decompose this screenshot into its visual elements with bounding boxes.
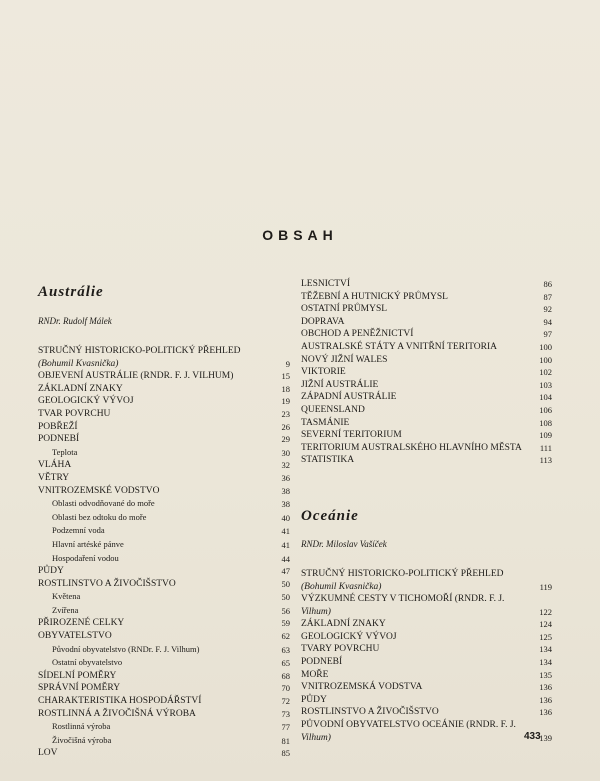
- section-oceania: [301, 508, 552, 744]
- toc-entry-page: 30: [281, 447, 290, 458]
- toc-entry-page: 38: [281, 499, 290, 510]
- section-author: RNDr. Rudolf Málek: [38, 316, 112, 326]
- toc-entry-page: 134: [539, 657, 552, 668]
- toc-entry-title: OSTATNÍ PRŮMYSL: [301, 304, 388, 315]
- toc-entry-title: CHARAKTERISTIKA HOSPODÁŘSTVÍ: [38, 696, 202, 707]
- toc-entry-title: PŮDY: [38, 566, 64, 577]
- toc-entry-title: VÝZKUMNÉ CESTY V TICHOMOŘÍ (RNDR. F. J.: [301, 594, 505, 605]
- toc-entry-page: 104: [539, 392, 552, 403]
- toc-entry-page: 23: [281, 408, 290, 419]
- toc-entry-title: Teplota: [52, 446, 78, 457]
- toc-entry-page: 100: [539, 341, 552, 352]
- toc-entry-page: 103: [539, 379, 552, 390]
- toc-entry: [301, 429, 552, 442]
- toc-entry-title: Hlavní artéské pánve: [52, 538, 124, 549]
- toc-entry: [301, 278, 552, 291]
- toc-entry-page: 50: [281, 578, 290, 589]
- toc-entry: [38, 747, 290, 760]
- toc-entry-title: Hospodaření vodou: [52, 552, 119, 563]
- toc-entry-page: 19: [281, 396, 290, 407]
- left-column: [38, 284, 290, 760]
- toc-entry-page: 56: [281, 605, 290, 616]
- toc-entry-title: STRUČNÝ HISTORICKO-POLITICKÝ PŘEHLED: [38, 346, 241, 356]
- toc-entry-title: OBYVATELSTVO: [38, 631, 112, 642]
- toc-entry-page: 41: [281, 539, 290, 550]
- toc-entry-title: TĚŽEBNÍ A HUTNICKÝ PRŮMYSL: [301, 291, 448, 302]
- toc-entry-page: 119: [539, 581, 552, 592]
- toc-entry-title: PODNEBÍ: [301, 657, 343, 668]
- toc-entry: [38, 630, 290, 643]
- toc-list: [38, 345, 290, 760]
- toc-entry-page: 134: [539, 644, 552, 655]
- toc-entry-title: OBJEVENÍ AUSTRÁLIE (RNDR. F. J. VILHUM): [38, 371, 234, 382]
- toc-entry-page: 68: [281, 670, 290, 681]
- toc-entry: [301, 379, 552, 392]
- section-gap: [301, 467, 552, 508]
- toc-entry: [38, 552, 290, 566]
- toc-entry-title: Vilhum): [301, 732, 331, 743]
- toc-entry: [38, 617, 290, 630]
- toc-entry: [301, 303, 552, 316]
- toc-entry: [38, 358, 290, 371]
- toc-entry-title: ZÁKLADNÍ ZNAKY: [301, 619, 386, 630]
- toc-entry-page: 59: [281, 618, 290, 629]
- toc-entry-title: Podzemní voda: [52, 525, 105, 536]
- toc-entry-page: 81: [281, 735, 290, 746]
- toc-entry: [38, 565, 290, 578]
- toc-entry-title: Původní obyvatelstvo (RNDr. F. J. Vilhum): [52, 643, 200, 654]
- toc-entry-page: 86: [543, 279, 552, 289]
- toc-entry-page: 135: [539, 669, 552, 680]
- toc-entry-page: 100: [539, 354, 552, 365]
- toc-entry: [38, 433, 290, 446]
- toc-entry: [38, 511, 290, 525]
- toc-entry-title: PŮDY: [301, 694, 327, 705]
- toc-entry: [301, 404, 552, 417]
- toc-entry: [38, 345, 290, 358]
- toc-entry-page: 136: [539, 707, 552, 718]
- toc-entry-page: 108: [539, 417, 552, 428]
- toc-entry: [38, 643, 290, 657]
- toc-entry-page: 109: [539, 430, 552, 441]
- toc-entry-title: Ostatní obyvatelstvo: [52, 657, 123, 668]
- toc-entry: [38, 370, 290, 383]
- toc-entry-title: Rostlinná výroba: [52, 721, 111, 732]
- toc-entry-title: (Bohumil Kvasnička): [301, 581, 382, 592]
- toc-entry-page: 65: [281, 658, 290, 669]
- toc-entry-title: ZÁKLADNÍ ZNAKY: [38, 383, 123, 394]
- toc-entry-title: Oblasti bez odtoku do moře: [52, 511, 147, 522]
- toc-entry-title: VNITROZEMSKÁ VODSTVA: [301, 682, 423, 693]
- toc-entry-page: 97: [543, 329, 552, 340]
- toc-entry-title: ROSTLINNÁ A ŽIVOČIŠNÁ VÝROBA: [38, 708, 196, 719]
- toc-entry-page: 125: [539, 631, 552, 642]
- toc-entry: [38, 670, 290, 683]
- toc-entry-title: DOPRAVA: [301, 316, 345, 327]
- toc-entry: [301, 568, 552, 581]
- toc-entry: [38, 446, 290, 460]
- page-number: 433: [524, 731, 541, 742]
- toc-entry-page: 26: [281, 421, 290, 432]
- toc-entry: [301, 581, 552, 594]
- toc-entry-title: Živočišná výroba: [52, 734, 112, 745]
- toc-entry-title: STRUČNÝ HISTORICKO-POLITICKÝ PŘEHLED: [301, 568, 504, 579]
- toc-entry-page: 32: [281, 460, 290, 471]
- toc-entry-page: 36: [281, 472, 290, 483]
- toc-entry: [301, 291, 552, 304]
- toc-entry-page: 136: [539, 682, 552, 693]
- toc-entry: [38, 708, 290, 721]
- toc-list: [301, 568, 552, 744]
- toc-entry-title: GEOLOGICKÝ VÝVOJ: [38, 396, 134, 407]
- toc-entry-title: NOVÝ JIŽNÍ WALES: [301, 354, 388, 365]
- section-title-oceania: Oceánie: [301, 507, 359, 524]
- toc-entry-page: 113: [539, 455, 552, 466]
- toc-entry-title: SÍDELNÍ POMĚRY: [38, 670, 117, 681]
- toc-entry-page: 122: [539, 606, 552, 617]
- toc-entry-page: 94: [543, 316, 552, 327]
- toc-entry: [38, 524, 290, 538]
- toc-entry-page: 47: [281, 566, 290, 577]
- toc-entry: [301, 732, 552, 745]
- toc-entry-title: VIKTORIE: [301, 367, 346, 378]
- toc-entry-title: PODNEBÍ: [38, 434, 80, 445]
- toc-entry: [301, 618, 552, 631]
- toc-entry: [301, 706, 552, 719]
- toc-entry: [301, 606, 552, 619]
- toc-entry-title: VĚTRY: [38, 472, 70, 483]
- toc-entry: [38, 578, 290, 591]
- toc-entry-page: 77: [281, 722, 290, 733]
- toc-entry-page: 70: [281, 683, 290, 694]
- toc-entry-page: 87: [543, 291, 552, 302]
- toc-entry-title: PŮVODNÍ OBYVATELSTVO OCEÁNIE (RNDR. F. J.: [301, 720, 516, 731]
- toc-entry-title: STATISTIKA: [301, 455, 355, 466]
- toc-entry-page: 111: [539, 442, 552, 453]
- toc-entry-title: LOV: [38, 748, 58, 759]
- toc-entry-page: 41: [281, 526, 290, 537]
- toc-entry: [38, 395, 290, 408]
- toc-list: [301, 278, 552, 467]
- toc-entry: [38, 459, 290, 472]
- toc-entry-title: Květena: [52, 591, 81, 602]
- toc-entry: [301, 719, 552, 732]
- toc-entry-page: 92: [543, 304, 552, 315]
- toc-entry-title: JIŽNÍ AUSTRÁLIE: [301, 379, 379, 390]
- toc-entry-title: QUEENSLAND: [301, 404, 365, 415]
- toc-entry: [38, 408, 290, 421]
- toc-entry-title: PŘIROZENÉ CELKY: [38, 618, 125, 629]
- toc-entry: [301, 643, 552, 656]
- toc-entry: [38, 720, 290, 734]
- toc-entry-page: 15: [281, 371, 290, 382]
- toc-entry-page: 50: [281, 592, 290, 603]
- toc-entry-title: GEOLOGICKÝ VÝVOJ: [301, 631, 397, 642]
- toc-entry-title: Vilhum): [301, 606, 331, 617]
- toc-entry: [301, 341, 552, 354]
- toc-entry: [38, 682, 290, 695]
- toc-entry: [38, 656, 290, 670]
- right-column: [301, 278, 552, 744]
- toc-entry: [301, 316, 552, 329]
- toc-entry: [38, 383, 290, 396]
- toc-entry-title: LESNICTVÍ: [301, 279, 351, 289]
- toc-entry-page: 40: [281, 512, 290, 523]
- toc-entry-title: TVARY POVRCHU: [301, 644, 380, 655]
- section-title-australia: Austrálie: [38, 284, 104, 300]
- toc-entry-title: TERITORIUM AUSTRALSKÉHO HLAVNÍHO MĚSTA: [301, 442, 522, 453]
- toc-entry: [38, 734, 290, 748]
- toc-entry-title: TVAR POVRCHU: [38, 408, 111, 419]
- toc-entry-title: ZÁPADNÍ AUSTRÁLIE: [301, 392, 397, 403]
- toc-entry-title: SEVERNÍ TERITORIUM: [301, 430, 402, 441]
- toc-entry: [38, 538, 290, 552]
- toc-entry-title: (Bohumil Kvasnička): [38, 358, 119, 369]
- toc-entry: [38, 421, 290, 434]
- toc-entry: [38, 604, 290, 618]
- toc-entry-title: SPRÁVNÍ POMĚRY: [38, 683, 121, 694]
- toc-entry: [301, 669, 552, 682]
- toc-entry: [301, 442, 552, 455]
- toc-entry: [38, 590, 290, 604]
- toc-entry: [38, 472, 290, 485]
- contents-heading: OBSAH: [262, 227, 338, 243]
- toc-entry-title: AUSTRALSKÉ STÁTY A VNITŘNÍ TERITORIA: [301, 341, 497, 352]
- toc-entry: [301, 656, 552, 669]
- toc-entry-title: TASMÁNIE: [301, 417, 350, 428]
- toc-entry: [301, 694, 552, 707]
- toc-entry: [301, 454, 552, 467]
- toc-entry-page: 62: [281, 631, 290, 642]
- toc-entry-page: 18: [281, 383, 290, 394]
- toc-entry-title: POBŘEŽÍ: [38, 421, 78, 432]
- toc-entry-page: 29: [281, 434, 290, 445]
- toc-entry-page: 124: [539, 619, 552, 630]
- toc-entry: [301, 681, 552, 694]
- toc-entry: [301, 328, 552, 341]
- toc-entry-page: 102: [539, 367, 552, 378]
- toc-entry-page: 139: [539, 732, 552, 743]
- toc-entry: [301, 366, 552, 379]
- toc-entry-page: 72: [281, 696, 290, 707]
- toc-entry: [301, 417, 552, 430]
- toc-entry: [301, 391, 552, 404]
- toc-entry-title: VLÁHA: [38, 460, 72, 471]
- toc-entry: [301, 354, 552, 367]
- toc-entry-title: Oblasti odvodňované do moře: [52, 498, 155, 509]
- toc-entry: [38, 497, 290, 511]
- toc-entry-page: 85: [281, 748, 290, 759]
- toc-entry-title: MOŘE: [301, 669, 329, 680]
- toc-entry: [38, 485, 290, 498]
- toc-entry: [301, 593, 552, 606]
- toc-entry-page: 63: [281, 644, 290, 655]
- toc-entry-title: Zvířena: [52, 604, 79, 615]
- toc-entry: [301, 631, 552, 644]
- toc-entry-title: VNITROZEMSKÉ VODSTVO: [38, 485, 160, 496]
- toc-entry-page: 73: [281, 708, 290, 719]
- toc-entry-page: 106: [539, 404, 552, 415]
- toc-entry-title: OBCHOD A PENĚŽNICTVÍ: [301, 329, 414, 340]
- toc-entry-page: 44: [281, 553, 290, 564]
- section-author: RNDr. Miloslav Vašíček: [301, 538, 387, 549]
- toc-entry-title: ROSTLINSTVO A ŽIVOČIŠSTVO: [301, 707, 439, 718]
- toc-entry-page: 136: [539, 694, 552, 705]
- toc-entry-title: ROSTLINSTVO A ŽIVOČIŠSTVO: [38, 578, 176, 589]
- toc-entry: [38, 695, 290, 708]
- toc-entry-page: 9: [285, 358, 290, 369]
- toc-entry-page: 38: [281, 485, 290, 496]
